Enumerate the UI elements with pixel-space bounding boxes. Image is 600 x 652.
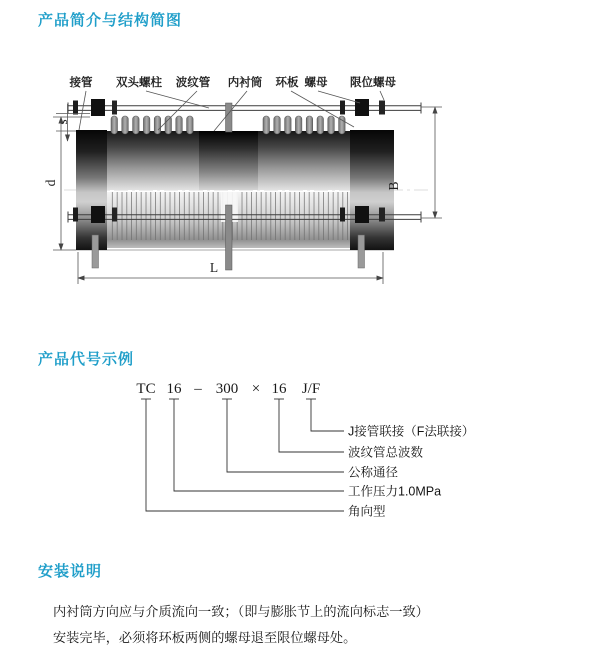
product-code-diagram [136,381,474,519]
dim-letter-s: s [55,119,70,125]
code-part-waves: 16 [271,381,287,397]
dim-letter-L: L [209,260,219,275]
code-legend-type: 角向型 [348,504,386,519]
part-label-nut: 螺母 [304,77,328,89]
dim-letter-d: d [43,179,58,187]
part-label-inner-liner: 内衬筒 [227,77,263,89]
part-label-ring-plate: 环板 [275,77,299,89]
lower-section-view [76,192,394,250]
tie-rod-top [68,99,421,116]
inner-liner-collar [199,131,258,190]
middle-stud-bottom [226,205,233,270]
section-title-install: 安装说明 [38,563,103,580]
code-legend-pressure: 工作压力1.0MPa [348,484,442,499]
section-title-code: 产品代号示例 [38,351,135,368]
code-connector-lines [141,399,344,511]
installation-line-2: 安装完毕，必须将环板两侧的螺母退至限位螺母处。 [53,630,357,645]
code-part-pressure: 16 [166,381,182,397]
part-label-double-stud: 双头螺柱 [116,77,162,89]
left-end-pipe [76,130,107,250]
dimension-B [386,107,442,218]
section-title-intro: 产品简介与结构简图 [38,12,183,29]
part-label-bellows: 波纹管 [175,77,211,89]
middle-stud-top [226,103,233,132]
part-label-limit-nut: 限位螺母 [350,77,396,89]
code-part-diameter: 300 [215,381,239,397]
code-part-type: TC [136,381,156,397]
code-legend-waves: 波纹管总波数 [348,445,424,460]
left-stud-bottom [92,235,99,268]
code-part-connection: J/F [301,381,321,397]
dim-letter-B: B [386,181,401,191]
code-part-times: × [251,381,261,397]
installation-instructions [53,599,503,651]
code-legend-diameter: 公称通径 [348,465,399,480]
code-part-dash: – [194,381,202,397]
right-stud-bottom [358,235,365,268]
code-legend-connection: J接管联接（F法联接） [348,424,475,439]
installation-line-1: 内衬筒方向应与介质流向一致；（即与膨胀节上的流向标志一致） [53,604,429,619]
part-label-connecting-pipe: 接管 [69,77,93,89]
